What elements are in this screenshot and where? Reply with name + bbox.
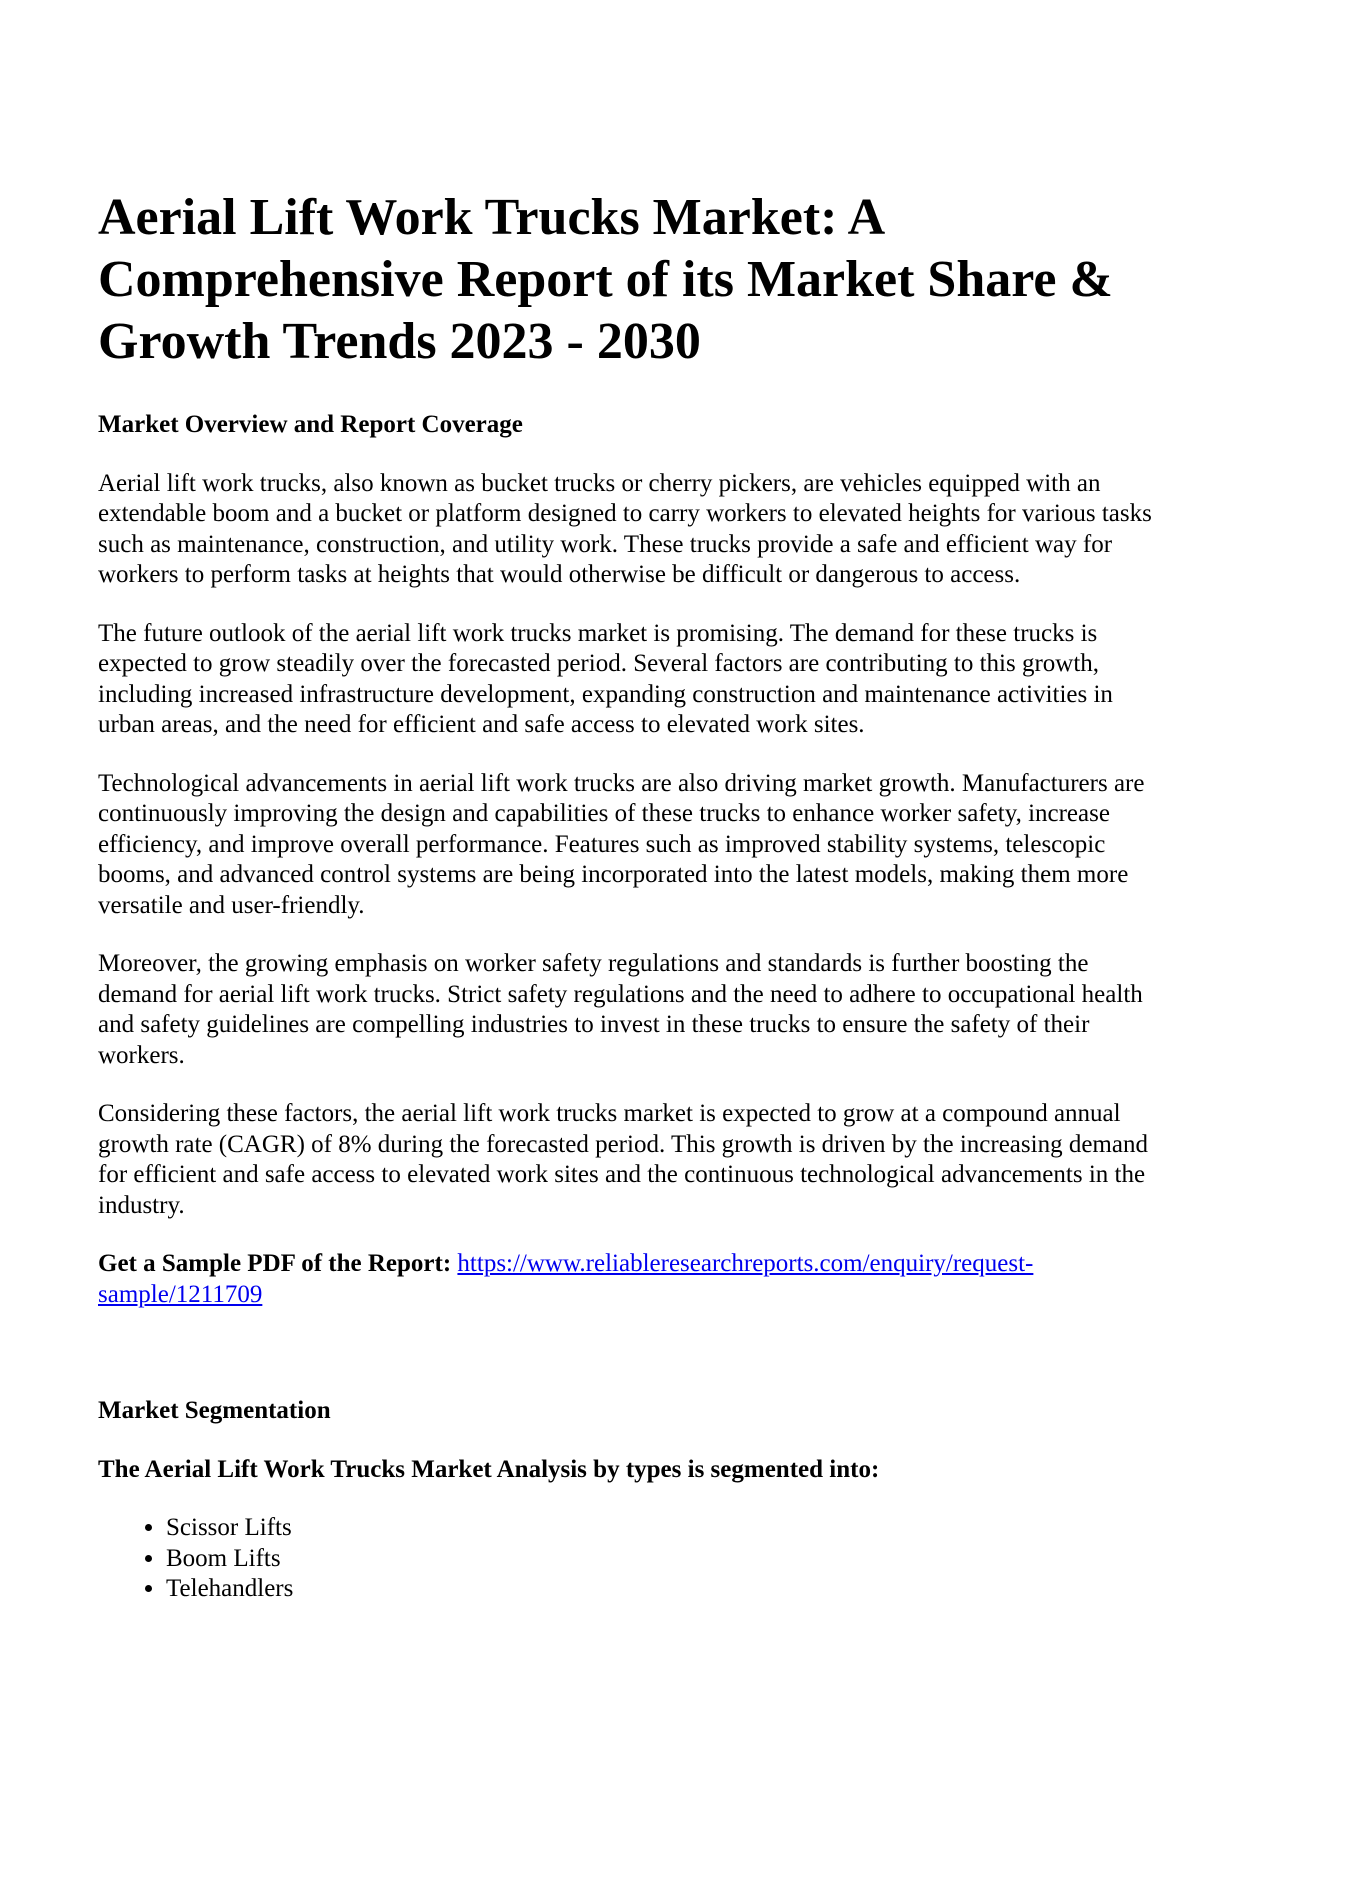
page-title — [98, 187, 1258, 373]
paragraph-5 — [98, 1099, 1258, 1221]
title-line: Comprehensive Report of its Market Share & — [98, 251, 1113, 308]
list-item: • Boom Lifts — [166, 1544, 1258, 1575]
paragraph-3 — [98, 769, 1258, 922]
segmentation-heading: Market Segmentation — [98, 1397, 331, 1424]
text-line: expected to grow steadily over the forecasted period. Several factors are contributing to this growth, — [98, 650, 1100, 677]
sample-pdf-link[interactable]: https://www.reliableresearchreports.com/enquiry/request- — [457, 1250, 1034, 1277]
text-line: Aerial lift work trucks, also known as bucket trucks or cherry pickers, are vehicles equipped with an — [98, 469, 1101, 497]
text-line: The future outlook of the aerial lift work trucks market is promising. The demand for these trucks is — [98, 619, 1098, 647]
title-line: Aerial Lift Work Trucks Market: A — [98, 189, 886, 246]
text-line: versatile and user-friendly. — [98, 891, 365, 919]
types-heading: The Aerial Lift Work Trucks Market Analysis by types is segmented into: — [98, 1455, 880, 1483]
text-line: industry. — [98, 1191, 185, 1219]
text-line: growth rate (CAGR) of 8% during the forecasted period. This growth is driven by the increasing demand — [98, 1130, 1148, 1158]
text-line: such as maintenance, construction, and utility work. These trucks provide a safe and efficient way for — [98, 530, 1113, 558]
paragraph-1 — [98, 469, 1258, 591]
text-line: efficiency, and improve overall performance. Features such as improved stability systems, telescopic — [98, 830, 1106, 858]
list-item: • Telehandlers — [166, 1574, 1258, 1605]
overview-heading: Market Overview and Report Coverage — [98, 411, 523, 438]
text-line: urban areas, and the need for efficient and safe access to elevated work sites. — [98, 711, 865, 738]
text-line: demand for aerial lift work trucks. Strict safety regulations and the need to adhere to occupational health — [98, 980, 1143, 1008]
sample-pdf-link-continued[interactable]: sample/1211709 — [98, 1280, 263, 1308]
text-line: booms, and advanced control systems are being incorporated into the latest models, making them more — [98, 861, 1129, 888]
paragraph-4 — [98, 949, 1258, 1071]
paragraph-2 — [98, 619, 1258, 741]
text-line: Moreover, the growing emphasis on worker safety regulations and standards is further boosting the — [98, 950, 1089, 977]
types-list — [98, 1513, 1258, 1605]
sample-pdf-paragraph — [98, 1249, 1258, 1310]
text-line: Considering these factors, the aerial lift work trucks market is expected to grow at a compound annual — [98, 1100, 1121, 1127]
title-line: Growth Trends 2023 - 2030 — [98, 313, 701, 370]
text-line: workers. — [98, 1041, 185, 1069]
text-line: workers to perform tasks at heights that would otherwise be difficult or dangerous to access. — [98, 561, 1021, 588]
text-line: and safety guidelines are compelling industries to invest in these trucks to ensure the safety of their — [98, 1011, 1090, 1038]
text-line: continuously improving the design and capabilities of these trucks to enhance worker safety, increase — [98, 800, 1110, 827]
list-item: • Scissor Lifts — [166, 1513, 1258, 1544]
sample-pdf-label: Get a Sample PDF of the Report: — [98, 1250, 458, 1277]
text-line: including increased infrastructure development, expanding construction and maintenance activities in — [98, 680, 1113, 708]
text-line: for efficient and safe access to elevated work sites and the continuous technological advancements in the — [98, 1161, 1146, 1188]
text-line: extendable boom and a bucket or platform designed to carry workers to elevated heights for various tasks — [98, 500, 1152, 527]
text-line: Technological advancements in aerial lift work trucks are also driving market growth. Manufacturers are — [98, 769, 1145, 797]
